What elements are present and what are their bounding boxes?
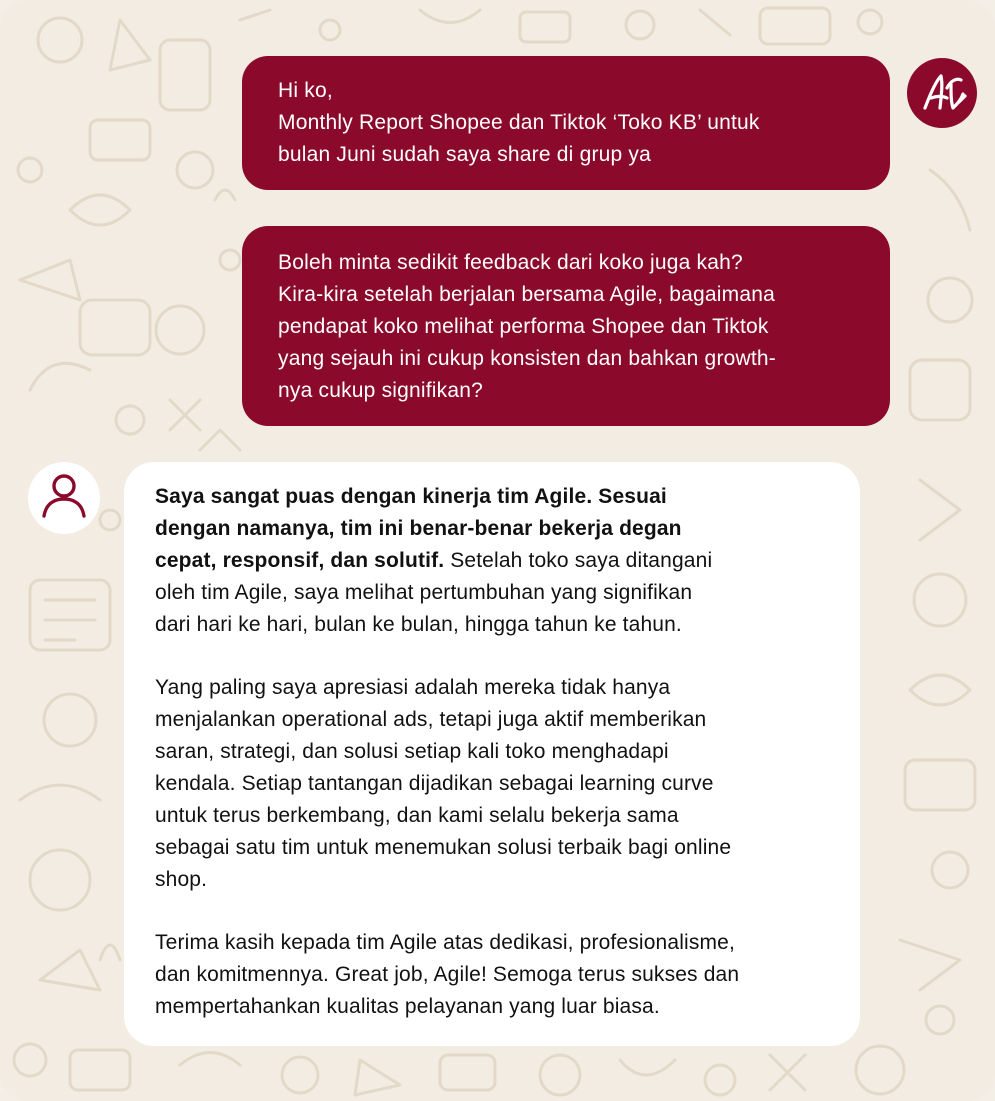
message-text-line: dengan namanya, tim ini benar-benar bekerja degan bbox=[155, 517, 682, 540]
message-text-line: dan komitmennya. Great job, Agile! Semoga terus sukses dan bbox=[155, 963, 740, 986]
message-text-line: Hi ko, bbox=[278, 79, 333, 102]
message-text-line: Terima kasih kepada tim Agile atas dedikasi, profesionalisme, bbox=[155, 931, 735, 954]
message-text-line: Monthly Report Shopee dan Tiktok ‘Toko KB’ untuk bbox=[278, 111, 760, 134]
message-text-line: oleh tim Agile, saya melihat pertumbuhan yang signifikan bbox=[155, 581, 693, 604]
message-text-line: shop. bbox=[155, 868, 208, 891]
outgoing-message-1 bbox=[242, 56, 890, 190]
message-text-line bbox=[155, 545, 830, 577]
message-text-line: yang sejauh ini cukup konsisten dan bahkan growth- bbox=[278, 347, 776, 370]
message-text-line: bulan Juni sudah saya share di grup ya bbox=[278, 143, 652, 166]
message-text-line: Kira-kira setelah berjalan bersama Agile, bagaimana bbox=[278, 283, 775, 306]
agile-logo-icon bbox=[907, 58, 977, 128]
incoming-message bbox=[124, 462, 860, 1046]
message-text-line: kendala. Setiap tantangan dijadikan sebagai learning curve bbox=[155, 772, 714, 795]
user-profile-icon bbox=[28, 462, 100, 534]
message-text-line: Yang paling saya apresiasi adalah mereka tidak hanya bbox=[155, 676, 671, 699]
message-text-line: Boleh minta sedikit feedback dari koko juga kah? bbox=[278, 251, 743, 274]
message-text-line: nya cukup signifikan? bbox=[278, 379, 483, 402]
message-text-line: untuk terus berkembang, dan kami selalu bekerja sama bbox=[155, 804, 679, 827]
message-bold-text: cepat, responsif, dan solutif. bbox=[155, 549, 445, 572]
message-text-line: dari hari ke hari, bulan ke bulan, hingga tahun ke tahun. bbox=[155, 613, 682, 636]
paragraph-gap bbox=[155, 896, 830, 927]
message-text-line: menjalankan operational ads, tetapi juga aktif memberikan bbox=[155, 708, 707, 731]
message-text-line: mempertahankan kualitas pelayanan yang luar biasa. bbox=[155, 995, 660, 1018]
message-text-line: pendapat koko melihat performa Shopee dan Tiktok bbox=[278, 315, 769, 338]
message-text-line: Saya sangat puas dengan kinerja tim Agile. Sesuai bbox=[155, 485, 667, 508]
message-text-line: sebagai satu tim untuk menemukan solusi terbaik bagi online bbox=[155, 836, 732, 859]
message-text: Setelah toko saya ditangani bbox=[444, 549, 713, 572]
message-text-line: saran, strategi, dan solusi setiap kali toko menghadapi bbox=[155, 740, 669, 763]
paragraph-gap bbox=[155, 641, 830, 672]
outgoing-message-2 bbox=[242, 226, 890, 426]
